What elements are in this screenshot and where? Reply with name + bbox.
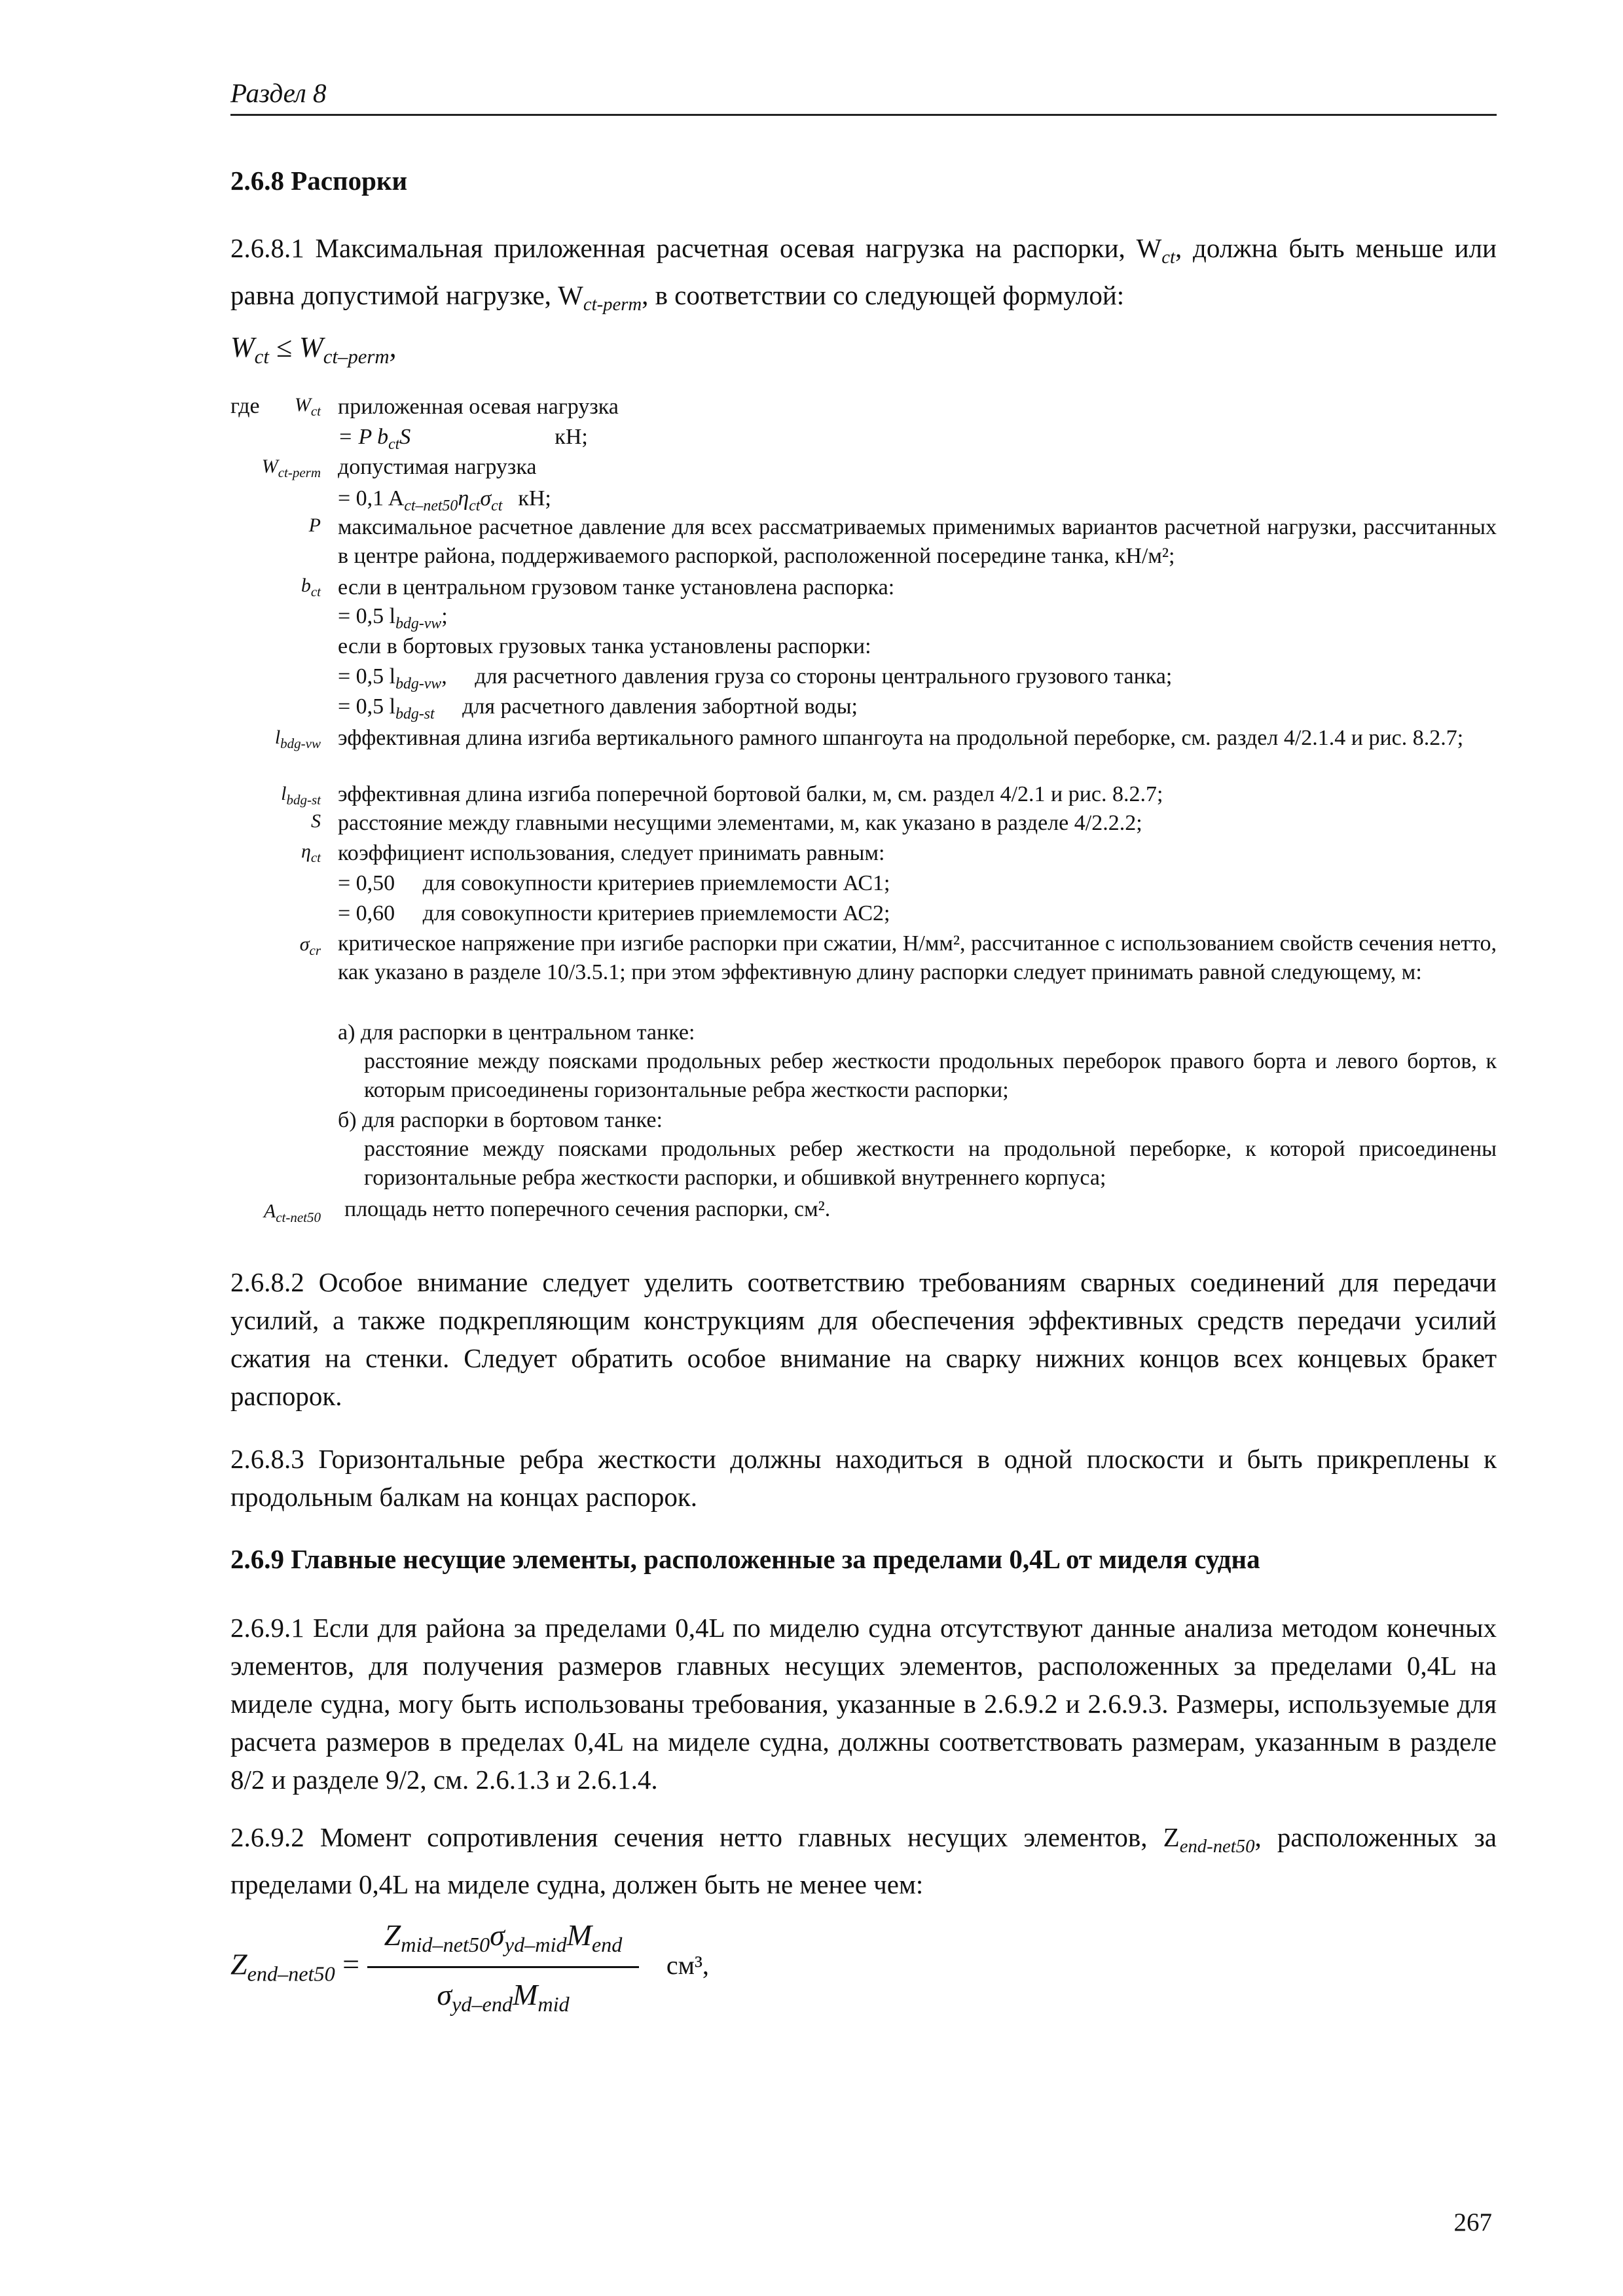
para-text-end: , в соответствии со следующей формулой: xyxy=(642,280,1125,311)
def-text: коэффициент использования, следует принимать равным: xyxy=(338,841,885,865)
def-text: = 0,60 для совокупности критериев приемлемости АС2; xyxy=(338,901,890,925)
para-text: Максимальная приложенная расчетная осевая нагрузка на распорки, W xyxy=(315,233,1162,263)
formula-wct xyxy=(230,331,397,368)
page-number: 267 xyxy=(1453,2208,1492,2236)
f-tail: , xyxy=(389,331,397,363)
def-text: = 0,50 для совокупности критериев приемлемости АС1; xyxy=(338,871,890,895)
def-text: если в бортовых грузовых танка установлены распорки: xyxy=(338,634,871,658)
def-text: расстояние между поясками продольных ребер жесткости продольных переборок правого борта и левого бортов, к которым присоединены горизонтальные ребра жесткости распорки; xyxy=(364,1049,1497,1102)
where-label: где xyxy=(230,394,260,418)
def-sym: $l_{bdg-vw}$ xyxy=(274,726,321,751)
def-sym: $b_{ct}$ xyxy=(301,575,321,600)
def-sym: $A_{ct-net50}$ xyxy=(263,1200,321,1225)
def-formula: = 0,5 $l_{bdg-st}$ для расчетного давления забортной воды; xyxy=(338,694,858,723)
def-text: а) для распорки в центральном танке: xyxy=(338,1020,695,1045)
para-text-mid: , должна быть меньше или равна допустимой нагрузке, W xyxy=(230,233,1497,311)
def-text: максимальное расчетное давление для всех рассматриваемых применимых вариантов расчетной нагрузки, рассчитанных в центре района, поддерживаемого распоркой, расположенной посередине танка, кН/м²; xyxy=(338,515,1497,568)
running-header: Раздел 8 xyxy=(230,78,327,108)
sub: ct-perm xyxy=(583,294,642,315)
sub: ct xyxy=(1161,247,1175,268)
def-sym: P xyxy=(308,514,321,536)
section-title-2-6-9: 2.6.9 Главные несущие элементы, расположенные за пределами 0,4L от миделя судна xyxy=(230,1544,1260,1574)
def-formula: = P $b_{ct}S$ кН; xyxy=(338,425,588,453)
paragraph-2-6-8-3: 2.6.8.3 Горизонтальные ребра жесткости должны находиться в одной плоскости и быть прикреплены к продольным балкам на концах распорок. xyxy=(230,1444,1497,1512)
para-number: 2.6.8.1 xyxy=(230,233,304,263)
def-text: площадь нетто поперечного сечения распорки, см². xyxy=(344,1197,831,1221)
def-text: эффективная длина изгиба поперечной бортовой балки, м, см. раздел 4/2.1 и рис. 8.2.7; xyxy=(338,782,1163,806)
def-text: эффективная длина изгиба вертикального рамного шпангоута на продольной переборке, см. раздел 4/2.1.4 и рис. 8.2.7; xyxy=(338,726,1464,750)
def-sym: $l_{bdg-st}$ xyxy=(281,783,321,808)
paragraph-2-6-9-2: 2.6.9.2 Момент сопротивления сечения нетто главных несущих элементов, $Z_{end-net50}$, расположенных за пределами 0,4L на миделе судна, должен быть не менее чем: xyxy=(230,1822,1497,1900)
section-title-2-6-8: 2.6.8 Распорки xyxy=(230,166,408,196)
def-text: расстояние между главными несущими элементами, м, как указано в разделе 4/2.2.2; xyxy=(338,811,1142,835)
f-sub: ct xyxy=(254,345,269,368)
f-rel: ≤ W xyxy=(268,331,323,363)
def-sym: $\eta_{ct}$ xyxy=(301,840,321,865)
def-sym: $\sigma_{cr}$ xyxy=(299,933,321,958)
def-text: допустимая нагрузка xyxy=(338,455,537,479)
paragraph-2-6-9-1: 2.6.9.1 Если для района за пределами 0,4L по миделю судна отсутствуют данные анализа методом конечных элементов, для получения размеров главных несущих элементов, расположенных за пределами 0,4L на миделе судна, могу быть использованы требования, указанные в 2.6.9.2 и 2.6.9.3. Размеры, используемые для расчета размеров в пределах 0,4L на миделе судна, должны соответствовать размерам, указанным в разделе 8/2 и разделе 9/2, см. 2.6.1.3 и 2.6.1.4. xyxy=(230,1613,1497,1795)
f-sym: W xyxy=(230,331,255,363)
def-text: если в центральном грузовом танке установлена распорка: xyxy=(338,575,895,600)
paragraph-2-6-8-1 xyxy=(230,229,1497,323)
header-rule xyxy=(230,114,1497,116)
def-formula: = 0,5 $l_{bdg-vw}$, для расчетного давления груза со стороны центрального грузового танка; xyxy=(338,664,1173,692)
def-sym: S xyxy=(311,810,321,832)
paragraph-2-6-8-2: 2.6.8.2 Особое внимание следует уделить соответствию требованиям сварных соединений для передачи усилий, а также подкрепляющим конструкциям для обеспечения эффективных средств передачи усилий сжатия на стенки. Следует обратить особое внимание на сварку нижних концов всех концевых бракет распорок. xyxy=(230,1267,1497,1411)
formula-z-end: $Z_{end-net50}$ = $\frac{Z_{mid-net50}\sigma_{yd-mid}M_{end}}{\sigma_{yd-end}M_{mid}}$ см³, xyxy=(230,1918,709,2017)
def-text: критическое напряжение при изгибе распорки при сжатии, Н/мм², рассчитанное с использованием свойств сечения нетто, как указано в разделе 10/3.5.1; при этом эффективную длину распорки следует принимать равной следующему, м: xyxy=(338,931,1497,984)
def-sym: $W_{ct-perm}$ xyxy=(261,456,321,480)
def-text: приложенная осевая нагрузка xyxy=(338,395,619,419)
def-sym: $W_{ct}$ xyxy=(294,394,321,419)
def-text: расстояние между поясками продольных ребер жесткости на продольной переборке, к которой присоединены горизонтальные ребра жесткости распорки, и обшивкой внутреннего корпуса; xyxy=(364,1137,1497,1190)
f-sub: ct–perm xyxy=(323,345,390,368)
def-text: б) для распорки в бортовом танке: xyxy=(338,1108,663,1132)
def-formula: = 0,5 $l_{bdg-vw}$; xyxy=(338,604,448,632)
def-formula: = 0,1 $A_{ct-net50}\eta_{ct}\sigma_{ct}$ кН; xyxy=(338,486,551,514)
fraction: $\frac{Z_{mid-net50}\sigma_{yd-mid}M_{end}}{\sigma_{yd-end}M_{mid}}$ xyxy=(367,1918,640,2017)
